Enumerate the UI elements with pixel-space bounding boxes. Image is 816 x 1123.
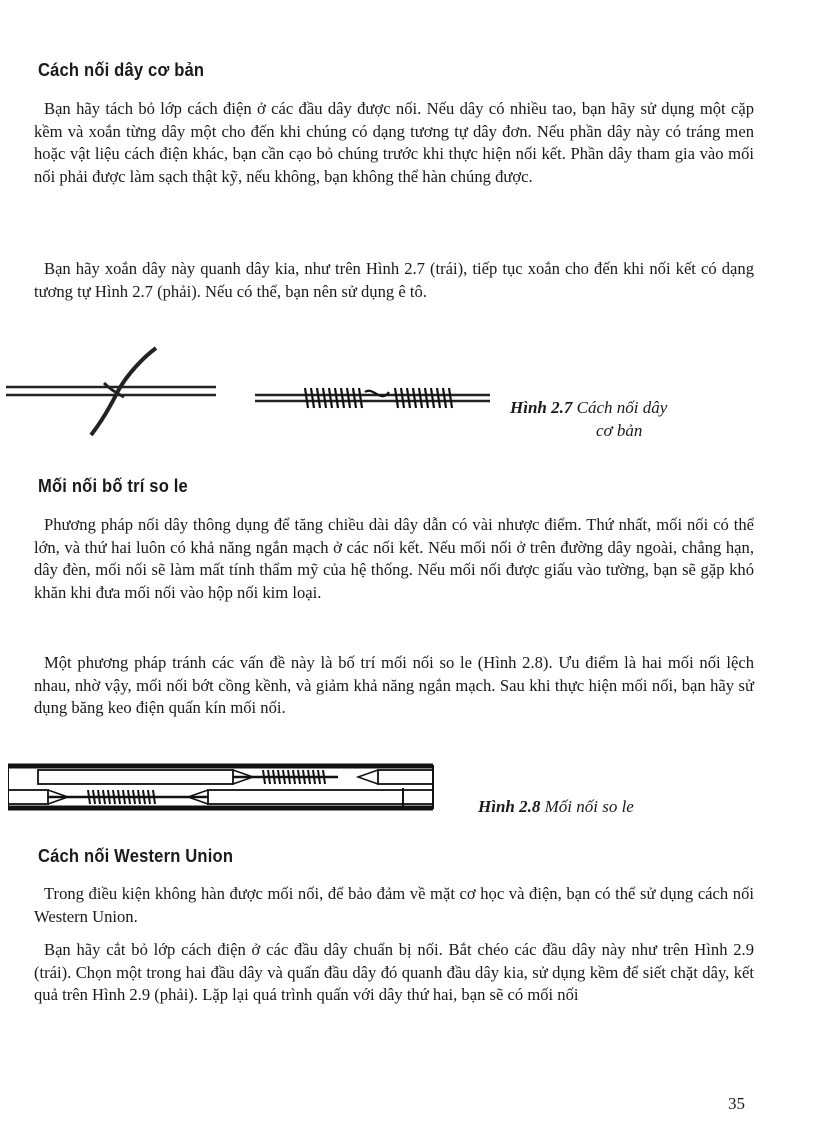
figure-2-8-caption [478, 795, 778, 818]
figure-title: Mối nối so le [544, 797, 634, 816]
figure-label: Hình 2.8 [478, 797, 541, 816]
figure-2-8-illustration [8, 760, 438, 820]
figure-label: Hình 2.7 [510, 398, 573, 417]
figure-2-7-left-illustration [6, 345, 226, 440]
paragraph: Phương pháp nối dây thông dụng để tăng chiều dài dây dẫn có vài nhược điểm. Thứ nhất, mối nối có thể lớn, và thứ hai luôn có khả năng ngắn mạch ở các nối kết. Nếu mối nối ở trên đường dây ngoài, chẳng hạn, dây đèn, mối nối sẽ làm mất tính thẩm mỹ của hệ thống. Nếu mối nối được giấu vào tường, bạn sẽ gặp khó khăn khi đưa mối nối vào hộp nối kim loại. [34, 515, 754, 602]
paragraph: Bạn hãy cắt bỏ lớp cách điện ở các đầu dây chuẩn bị nối. Bắt chéo các đầu dây này như trên Hình 2.9 (trái). Chọn một trong hai đầu dây và quấn đầu dây đó quanh đầu dây kia, sử dụng kềm để siết chặt dây, kết quả trên Hình 2.9 (phải). Lặp lại quá trình quấn với dây thứ hai, bạn sẽ có mối nối [34, 940, 754, 1005]
figure-title-continued: cơ bản [596, 421, 643, 440]
paragraph: Bạn hãy tách bỏ lớp cách điện ở các đầu dây được nối. Nếu dây có nhiều tao, bạn hãy sử dụng một cặp kềm và xoắn từng dây một cho đến khi chúng có dạng tương tự dây đơn. Nếu phần dây này có tráng men hoặc vật liệu cách điện khác, bạn cần cạo bỏ chúng trước khi thực hiện nối kết. Phần dây tham gia vào mối nối phải được làm sạch thật kỹ, nếu không, bạn không thể hàn chúng được. [34, 99, 754, 186]
paragraph: Trong điều kiện không hàn được mối nối, để bảo đảm về mặt cơ học và điện, bạn có thể sử dụng cách nối Western Union. [34, 884, 754, 926]
figure-2-7-caption [510, 396, 760, 442]
section-heading-staggered-splice: Mối nối bố trí so le [38, 476, 188, 496]
section-heading-basic-splice: Cách nối dây cơ bản [38, 60, 205, 80]
paragraph: Một phương pháp tránh các vấn đề này là bố trí mối nối so le (Hình 2.8). Ưu điểm là hai mối nối lệch nhau, nhờ vậy, mối nối bớt cồng kềnh, và giảm khả năng ngắn mạch. Sau khi thực hiện mối nối, bạn hãy sử dụng băng keo điện quấn kín mối nối. [34, 653, 754, 718]
figure-2-7-right-illustration [255, 380, 495, 420]
page-number: 35 [728, 1094, 745, 1113]
paragraph: Bạn hãy xoắn dây này quanh dây kia, như trên Hình 2.7 (trái), tiếp tục xoắn cho đến khi nối kết có dạng tương tự Hình 2.7 (phải). Nếu có thể, bạn nên sử dụng ê tô. [34, 259, 754, 301]
section-heading-western-union: Cách nối Western Union [38, 846, 234, 866]
figure-title: Cách nối dây [576, 398, 668, 417]
